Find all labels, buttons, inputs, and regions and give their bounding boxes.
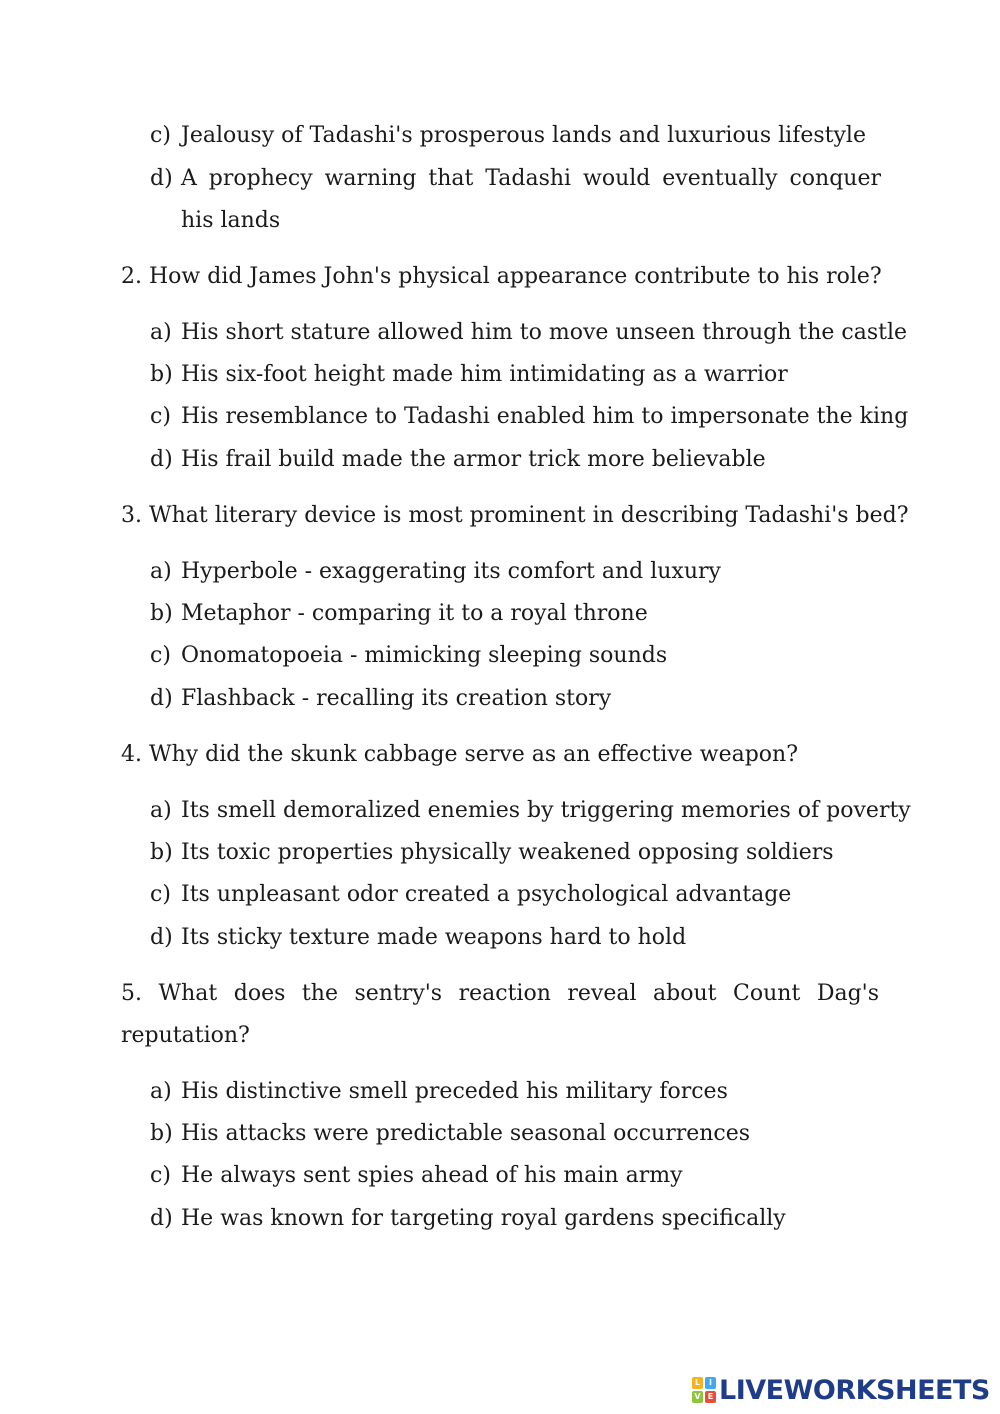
- q2-option-d: [150, 439, 880, 481]
- liveworksheets-logo: [692, 1373, 990, 1407]
- option-text: His attacks were predictable seasonal occurrences: [181, 1121, 751, 1146]
- option-text: Its unpleasant odor created a psychological advantage: [181, 882, 792, 907]
- option-letter: c): [150, 123, 171, 148]
- q5-option-c: [150, 1155, 880, 1197]
- question-4: 4. Why did the skunk cabbage serve as an effective weapon?: [121, 742, 799, 767]
- q4-option-c: [150, 874, 880, 916]
- q3-option-b: [150, 593, 880, 635]
- option-text: Its toxic properties physically weakened opposing soldiers: [181, 840, 834, 865]
- question-2: 2. How did James John's physical appearance contribute to his role?: [121, 264, 882, 289]
- question-5: [121, 973, 879, 1057]
- option-text: Onomatopoeia - mimicking sleeping sounds: [181, 643, 668, 668]
- liveworksheets-mark-icon: L I V E: [692, 1377, 716, 1403]
- option-letter: a): [150, 798, 172, 823]
- option-letter: a): [150, 559, 172, 584]
- option-letter: c): [150, 404, 171, 429]
- option-text: Its smell demoralized enemies by triggering memories of poverty: [181, 798, 911, 823]
- q2-option-c: [150, 396, 909, 438]
- logo-text: LIVEWORKSHEETS: [719, 1374, 990, 1406]
- option-text: Flashback - recalling its creation story: [181, 686, 612, 711]
- q5-option-d: [150, 1198, 880, 1240]
- option-text: Hyperbole - exaggerating its comfort and luxury: [181, 559, 721, 584]
- question-3: 3. What literary device is most prominent in describing Tadashi's bed?: [121, 503, 909, 528]
- q1-option-c: [150, 115, 880, 157]
- option-text: He was known for targeting royal gardens specifically: [181, 1206, 786, 1231]
- q1-option-d: [150, 158, 880, 242]
- option-letter: d): [150, 686, 173, 711]
- option-text: His resemblance to Tadashi enabled him to impersonate the king: [181, 404, 909, 429]
- option-text: Its sticky texture made weapons hard to hold: [181, 925, 687, 950]
- option-text: His distinctive smell preceded his military forces: [181, 1079, 728, 1104]
- option-text: Jealousy of Tadashi's prosperous lands and luxurious lifestyle: [181, 123, 866, 148]
- option-letter: b): [150, 362, 173, 387]
- option-text: His six-foot height made him intimidating as a warrior: [181, 362, 788, 387]
- q5-option-a: [150, 1071, 880, 1113]
- option-text: His short stature allowed him to move unseen through the castle: [181, 320, 908, 345]
- q2-option-a: [150, 312, 908, 354]
- q3-option-d: [150, 678, 880, 720]
- q3-option-a: [150, 551, 880, 593]
- option-letter: d): [150, 1206, 173, 1231]
- option-letter: c): [150, 643, 171, 668]
- q4-option-d: [150, 917, 880, 959]
- question-5-line-1: 5. What does the sentry's reaction reveal about Count Dag's: [121, 981, 879, 1006]
- q4-option-a: [150, 790, 911, 832]
- option-text: He always sent spies ahead of his main army: [181, 1163, 683, 1188]
- option-letter: a): [150, 1079, 172, 1104]
- q4-option-b: [150, 832, 880, 874]
- option-letter: c): [150, 1163, 171, 1188]
- question-5-line-2: reputation?: [121, 1023, 250, 1048]
- option-letter: b): [150, 601, 173, 626]
- option-letter: d): [150, 925, 173, 950]
- option-text: A prophecy warning that Tadashi would eventually conquer his lands: [181, 166, 881, 233]
- option-letter: b): [150, 1121, 173, 1146]
- q3-option-c: [150, 635, 880, 677]
- option-letter: a): [150, 320, 172, 345]
- option-letter: b): [150, 840, 173, 865]
- option-letter: d): [150, 447, 173, 472]
- option-letter: d): [150, 166, 173, 191]
- option-text: His frail build made the armor trick more believable: [181, 447, 766, 472]
- option-letter: c): [150, 882, 171, 907]
- option-text: Metaphor - comparing it to a royal throne: [181, 601, 648, 626]
- q5-option-b: [150, 1113, 880, 1155]
- q2-option-b: [150, 354, 880, 396]
